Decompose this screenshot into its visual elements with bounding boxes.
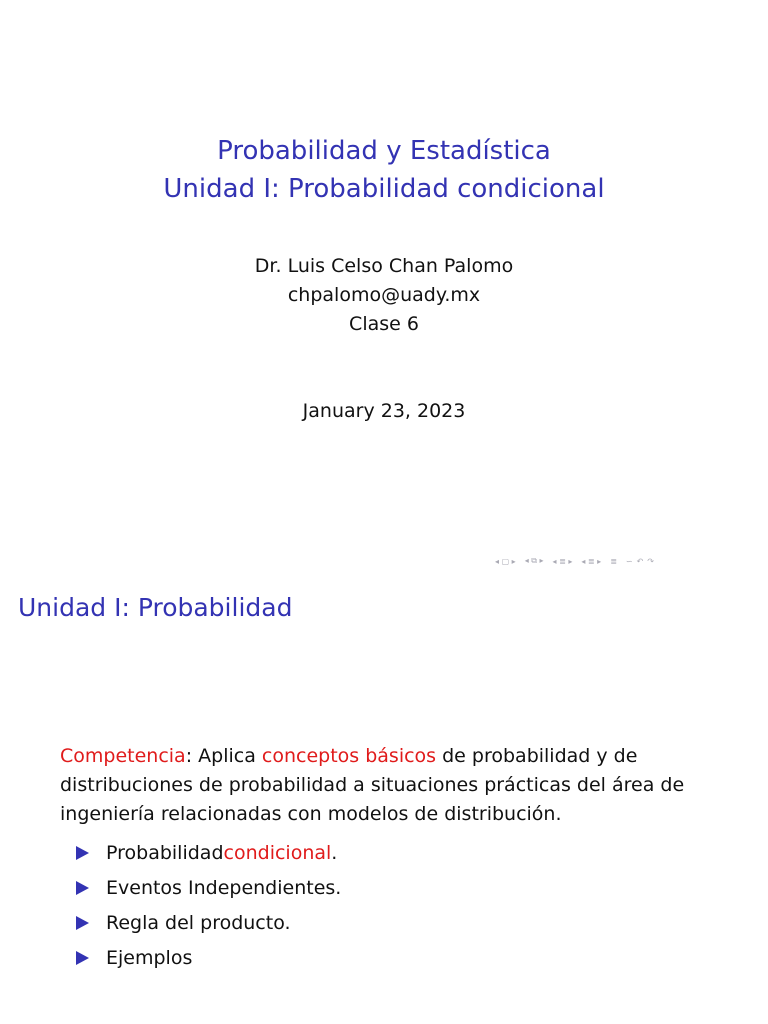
prev-subsection-icon[interactable]: ◂ xyxy=(524,556,529,565)
competencia-highlight: conceptos básicos xyxy=(261,745,437,767)
triangle-bullet-icon xyxy=(76,846,89,860)
list-item-suffix: . xyxy=(331,841,338,864)
align-icon[interactable]: ≣ xyxy=(610,556,617,566)
next-section-icon[interactable]: ▸ xyxy=(568,556,573,566)
topic-list xyxy=(76,835,341,975)
competencia-paragraph xyxy=(60,742,740,829)
title-line-2: Unidad I: Probabilidad condicional xyxy=(163,174,605,204)
triangle-bullet-icon xyxy=(76,916,89,930)
presentation-date: January 23, 2023 xyxy=(302,400,466,422)
frame-icon[interactable]: ▢ xyxy=(501,556,510,566)
list-item-text: Ejemplos xyxy=(106,946,193,969)
back-icon[interactable]: ↶ xyxy=(636,556,644,566)
list-item-highlight: condicional xyxy=(223,841,332,864)
subsubsection-icon[interactable]: ≣ xyxy=(587,556,595,566)
author-name: Dr. Luis Celso Chan Palomo xyxy=(254,255,514,277)
section-icon[interactable]: ≣ xyxy=(559,556,566,566)
list-item-text: Eventos Independientes. xyxy=(106,876,342,899)
list-item xyxy=(76,870,341,905)
list-item-text: Regla del producto. xyxy=(106,911,291,934)
next-subsection-icon[interactable]: ▸ xyxy=(539,556,544,565)
competencia-label: Competencia xyxy=(60,745,186,767)
next-frame-icon[interactable]: ▸ xyxy=(511,556,516,566)
frame-nav xyxy=(495,557,516,566)
list-item xyxy=(76,940,341,975)
subsection-icon[interactable]: ⧉ xyxy=(531,556,537,565)
forward-icon[interactable]: ↷ xyxy=(647,556,654,566)
beamer-navigation-bar xyxy=(495,556,654,566)
list-item-text: Probabilidad xyxy=(106,841,224,864)
triangle-bullet-icon xyxy=(76,881,89,895)
title-line-1: Probabilidad y Estadística xyxy=(217,136,551,166)
next-subsubsection-icon[interactable]: ▸ xyxy=(597,556,602,566)
frame-title: Unidad I: Probabilidad xyxy=(18,593,293,622)
presentation-title xyxy=(0,132,768,208)
author-email: chpalomo@uady.mx xyxy=(287,284,481,306)
search-icon[interactable]: ∽ xyxy=(625,556,633,566)
triangle-bullet-icon xyxy=(76,951,89,965)
subsection-nav xyxy=(525,556,544,566)
competencia-text-2: de probabilidad y de distribuciones de probabilidad a situaciones prácticas del área de ingeniería relacionadas con modelos de distribución. xyxy=(60,745,685,825)
class-number: Clase 6 xyxy=(349,313,419,335)
subsubsection-nav xyxy=(581,557,601,566)
prev-section-icon[interactable]: ◂ xyxy=(552,556,557,566)
author-block xyxy=(0,252,768,339)
section-nav xyxy=(553,557,573,566)
competencia-text-1: : Aplica xyxy=(185,745,262,767)
prev-frame-icon[interactable]: ◂ xyxy=(495,556,500,566)
list-item xyxy=(76,835,341,870)
list-item xyxy=(76,905,341,940)
prev-subsubsection-icon[interactable]: ◂ xyxy=(581,556,586,566)
